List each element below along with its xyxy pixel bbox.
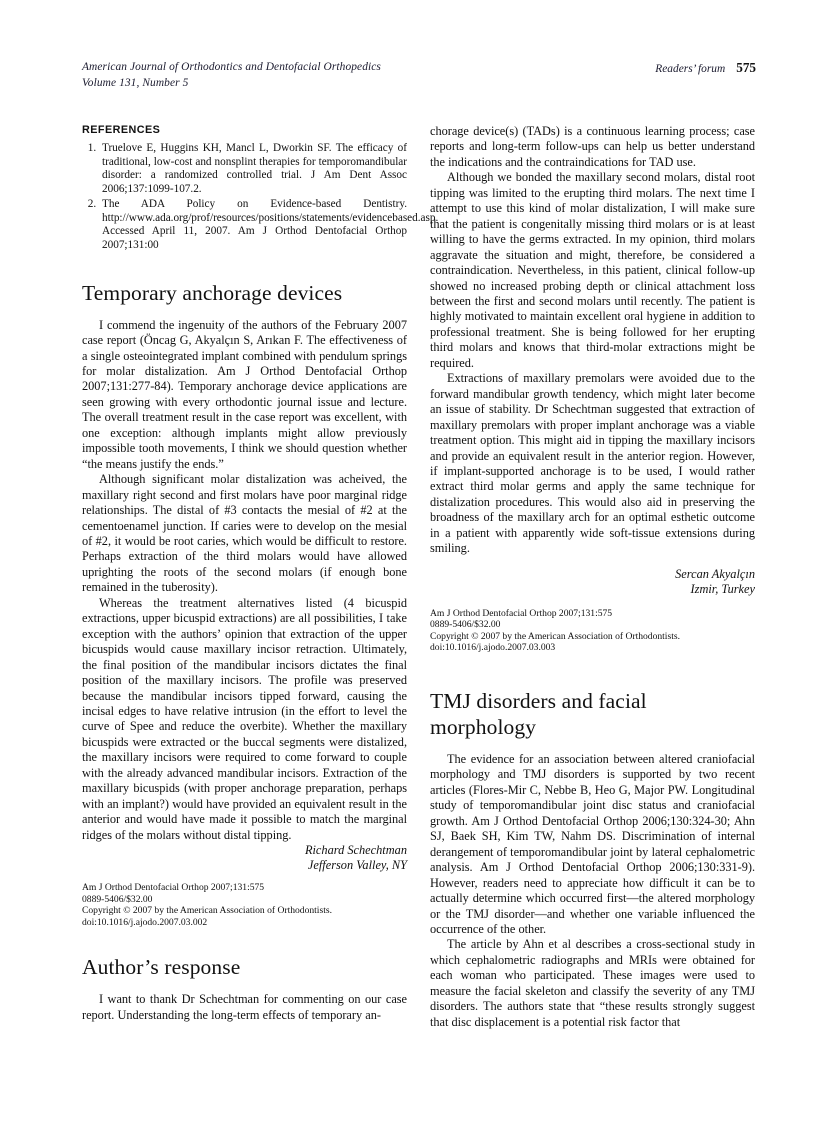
article-title-temporary-anchorage-devices: Temporary anchorage devices [82,280,343,305]
paragraph: chorage device(s) (TADs) is a continuous learning process; case reports and long-term follow-ups can help us better understand the indications and the contraindications for TAD use. [430,124,755,169]
list-item: 1. Truelove E, Huggins KH, Mancl L, Dworkin SF. The efficacy of traditional, low-cost and nonsplint therapies for temporomandibular disorder: a randomized controlled trial. J Am Dent Assoc 2006;137:1099-107.2. [99,142,407,197]
list-item: 2. The ADA Policy on Evidence-based Dentistry. http://www.ada.org/prof/resources/positions/statements/evidencebased.asp. Accessed April 11, 2007. Am J Orthod Dentofacial Orthop 2007;131:00 [99,198,407,253]
paragraph: Extractions of maxillary premolars were avoided due to the forward mandibular growth tendency, which might later become an issue of stability. Dr Schechtman suggested that extraction of maxillary premolars with proper implant anchorage was a viable treatment option. This might aid in tipping the maxillary incisors and provide an equivalent result in the anterior region. However, if implant-supported anchorage is to be used, I would rather extract third molar germs and apply the same technique for distalization procedures. This would also aid in preserving the broadness of the maxillary arch for an optimal esthetic outcome in a patient with apparently wide soft-tissue extensions during smiling. [430,371,755,556]
footer-citation: Am J Orthod Dentofacial Orthop 2007;131:575 [430,607,613,619]
footer-doi: doi:10.1016/j.ajodo.2007.03.002 [82,916,208,928]
author-affiliation: Jefferson Valley, NY [307,858,407,873]
page-number: 575 [736,60,756,75]
paragraph: Whereas the treatment alternatives listed (4 bicuspid extractions, upper bicuspid extractions) are all possibilities, I take exception with the authors’ opinion that extraction of the upper bicuspids would cause maxillary incisor retraction. Ultimately, the final position of the mandibular incisors dictates the final position of the maxillary incisors. The profile was preserved because the mandibular incisors tipped forward, causing the incisal edges to have relative intrusion (in the effort to level the curve of Spee and reduce the overbite). Whether the maxillary bicuspids were extracted or the buccal segments were distalized, the maxillary incisors were required to come forward to couple with the already advanced mandibular incisors. Extraction of the maxillary bicuspids (with proper anchorage preparation, perhaps with an implant?) would have provided an equivalent result in the anterior and would have made it possible to match the marginal ridges of the molars without distal tipping. [82,595,407,842]
article-footer-block [82,882,407,928]
footer-issn: 0889-5406/$32.00 [430,619,501,631]
running-head-right [655,60,756,76]
running-head [82,60,756,91]
paragraph: The article by Ahn et al describes a cross-sectional study in which cephalometric radiographs and MRIs were obtained for each woman who participated. These images were used to measure the facial skeleton and classify the severity of any TMJ disorders. The authors state that “these results strongly suggest that disc displacement is a potential risk factor that [430,937,755,1029]
footer-doi: doi:10.1016/j.ajodo.2007.03.003 [430,642,556,654]
footer-copyright: Copyright © 2007 by the American Association of Orthodontists. [82,905,332,917]
article-footer-block [430,608,755,654]
footer-citation: Am J Orthod Dentofacial Orthop 2007;131:575 [82,881,265,893]
author-name: Richard Schechtman [304,843,407,858]
references-list [82,142,439,253]
paragraph: I commend the ingenuity of the authors of the February 2007 case report (Öncag G, Akyalçın S, Arıkan F. The effectiveness of a single osteointegrated implant combined with pendulum springs for molar distalization. Am J Orthod Dentofacial Orthop 2007;131:277-84). Temporary anchorage device applications are seen growing with every orthodontic journal issue and lecture. The overall treatment result in the case report was excellent, with one exception: although implants might allow previously impossible tooth movements, I think we should question whether “the means justify the ends.” [82,317,407,471]
references-heading: REFERENCES [82,124,161,136]
footer-copyright: Copyright © 2007 by the American Association of Orthodontists. [430,630,680,642]
paragraph: Although significant molar distalization was acheived, the maxillary right second and first molars have poor marginal ridge relationships. The distal of #3 contacts the mesial of #2 at the cementoenamel junction. If caries were to develop on the mesial of #2, it would be root caries, which would be difficult to restore. Perhaps extraction of the third molars would have allowed uprighting the roots of the second molars (if enough bone remained in the tuberosity). [82,472,407,595]
paragraph: I want to thank Dr Schechtman for commenting on our case report. Understanding the long-term effects of temporary an- [82,992,407,1022]
footer-issn: 0889-5406/$32.00 [82,893,153,905]
left-column [82,124,439,1023]
article-title-authors-response: Author’s response [82,955,241,980]
article-title-tmj-disorders-and-facial-morphology: TMJ disorders and facial morphology [430,688,647,739]
paragraph: The evidence for an association between altered craniofacial morphology and TMJ disorders is supported by two recent articles (Flores-Mir C, Nebbe B, Heo G, Major PW. Longitudinal study of temporomandibular joint disc status and craniofacial growth. Am J Orthod Dentofacial Orthop 2006;130:324-30; Ahn SJ, Baek SH, Kim TW, Nahm DS. Discrimination of internal derangement of temporomandibular joint by lateral cephalometric analysis. Am J Orthod Dentofacial Orthop 2006;130:331-9). However, readers need to appreciate how difficult it can be to actually determine which occurred first—the altered morphology or the TMJ disorder—and whether one variable influenced the occurrence of the other. [430,751,755,936]
paragraph: Although we bonded the maxillary second molars, distal root tipping was limited to the erupting third molars. The next time I attempt to use this kind of molar distalization, I will make sure that the patient is congenitally missing third molars or is at least willing to have the germs extracted. In my opinion, third molars aggravate the situation and might, therefore, be considered a contraindication. Nevertheless, in this patient, clinical follow-up showed no increased probing depth or clinical attachment loss between the first and second molars until recently. The patient is highly motivated to maintain excellent oral hygiene in addition to professional treatment. She is being followed for her erupting third molars and knows that third-molar extractions might be required. [430,170,755,370]
author-name: Sercan Akyalçın [675,566,755,581]
journal-title-block [82,60,381,91]
author-affiliation: Izmir, Turkey [690,582,755,597]
section-name: Readers’ forum [655,63,726,75]
journal-name: American Journal of Orthodontics and Dentofacial Orthopedics [82,61,381,73]
right-column [430,124,755,1030]
journal-volume: Volume 131, Number 5 [82,76,189,89]
